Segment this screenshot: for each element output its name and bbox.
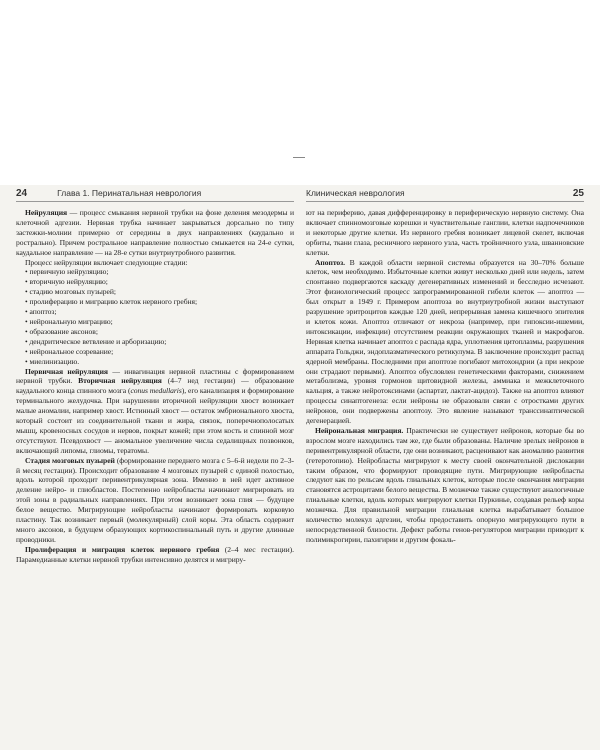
right-page-text — [306, 208, 584, 545]
list-item: • миелинизацию. — [25, 357, 294, 367]
list-item: • нейрональную миграцию; — [25, 317, 294, 327]
vesicles-text: (формирование переднего мозга с 5–6-й недели по 2–3-й месяц гестации). Происходит образование 4 мозговых пузырей с единой полостью, вдоль которой проходит перивентрикулярная зона. Именно в ней идет активное деление нейро- и глиобластов. Постепенно нейробласты начинают мигрировать из этой зоны в радиальных направлениях. При этом возникает зона глия — будущее белое вещество. Мигрирующие нейробласты начинают формировать корковую пластину. Так возникает первый (молекулярный) слой коры. Эта область содержит много аксонов, в будущем образующих кортикоспинальный путь и другие длинные проводники. — [16, 455, 295, 544]
neural-crest-continuation: ют на периферию, давая дифференцировку в периферическую нервную систему. Она включает спинномозговые корешки и чувствительные ганглии, клетки надпочечников и некоторые другие клетки. Из нервного гребня возникает лицевой скелет, включая орбиты, ткани глаза, ресничного нервного узла, часть тройничного узла, шванновские клетки. — [306, 208, 584, 257]
right-page — [306, 188, 584, 545]
term-primary-neurulation: Первичная нейруляция — [25, 366, 108, 376]
secondary-text: (4–7 нед гестации) — образование каудального конца спинного мозга ( — [16, 376, 295, 396]
running-head-right: Клиническая неврология — [306, 188, 405, 198]
neurulation-text: — процесс смыкания нервной трубки на фоне деления мезодермы и клеточной адгезии. Нервная трубка начинает закрываться дорсально по типу застежки-молнии примерно от середины в двух направлениях (каудально и рострально). Причем ростральное направление полностью смыкается на 24-е сутки, каудальное направление — на 28-е сутки внутриутробного развития. — [16, 208, 294, 257]
list-item: • стадию мозговых пузырей; — [25, 287, 294, 297]
migration-text: Практически не существует нейронов, которые бы во взрослом мозге находились там же, где были образованы. Наличие зрелых нейронов в перивентрикулярной области, где они возникают, расценивают как аномалию развития (гетеротопию). Нейробласты мигрируют к месту своей окончательной дислокации таким образом, что формируют проводящие пути. Мигрирующие нейробласты следуют как по рельсам вдоль глиальных клеток, которые после окончания миграции становятся астроцитами белого вещества. В мозжечке также существуют аналогичные глиальные клетки, вдоль которых мигрируют клетки Пуркинье, создавая рельеф коры мозжечка. Для правильной миграции глиальная клетка вырабатывает большое количество молекул адгезии, чтобы предоставить опорную мигрирующего пути в непосредственной близости. Дефект работы генов-регуляторов миграции приводит к полимикрогирии, пахигирии и другим фокаль- — [306, 425, 584, 544]
list-item: • апоптоз; — [25, 307, 294, 317]
list-item: • первичную нейруляцию; — [25, 267, 294, 277]
term-neural-crest: Пролиферация и миграция клеток нервного гребня — [25, 544, 220, 554]
term-vesicles: Стадия мозговых пузырей — [25, 455, 115, 465]
stages-list — [16, 267, 294, 366]
list-item: • пролиферацию и миграцию клеток нервного гребня; — [25, 297, 294, 307]
primary-text: — инвагинация нервной пластины с формированием нервной трубки. — [16, 366, 294, 386]
neural-crest-text: (2–4 мес гестации). Парамедианные клетки нервной трубки интенсивно делятся и мигриру- — [16, 544, 294, 564]
page-number-right: 25 — [572, 188, 584, 199]
list-item: • вторичную нейруляцию; — [25, 277, 294, 287]
list-item: • нейрональное созревание; — [25, 347, 294, 357]
term-neurulation: Нейруляция — [25, 208, 68, 217]
gutter-mark — [293, 157, 305, 158]
right-page-header — [306, 188, 584, 202]
list-item: • дендритическое ветвление и арборизацию; — [25, 337, 294, 347]
term-apoptosis: Апоптоз. — [315, 257, 346, 267]
term-neuronal-migration: Нейрональная миграция. — [315, 425, 404, 435]
term-secondary-neurulation: Вторичная нейруляция — [78, 376, 162, 386]
list-item: • образование аксонов; — [25, 327, 294, 337]
left-page — [16, 188, 294, 565]
apoptosis-text: В каждой области нервной системы образуется на 30–70% больше клеток, чем необходимо. Избыточные клетки живут несколько дней или недель, затем спонтанно подвергаются каскаду дегенеративных изменений и бесследно исчезают. Этот физиологический процесс запрограммированной гибели клеток — апоптоз — был открыт в 1949 г. Примером апоптоза во внутриутробной жизни выступают разрушение эритроцитов каждые 120 дней, непрерывная замена кишечного эпителия и клеток кожи. Апоптоз отличают от некроза (например, при гипоксии-ишемии, интоксикации, инфекции) отсутствием реакции окружающих тканей и макрофагов. Нервная клетка начинает апоптоз с распада ядра, уплотнения цитоплазмы, разрушения аппарата Гольджи, эндоплазматического ретикулума. В заключение происходит распад ядерной мембраны. Последними при апоптозе погибают митохондрии (а при некрозе они страдают первыми). Апоптоз обусловлен генетическими факторами, снижением метаболизма, уровня гормонов щитовидной железы, аммиака и межклеточного кальция, а также нейротоксинами (аспартат, лактат-ацидоз). Также на апоптоз влияют процессы синаптогенеза: если нейроны не образовали связи с отростками других нейронов, они подвержены апоптозу. Это явление называют транссинаптической дегенерацией. — [306, 257, 584, 426]
stages-intro: Процесс нейруляции включает следующие стадии: — [25, 257, 188, 267]
latin-term: conus medullaris — [130, 386, 182, 396]
left-page-text — [16, 208, 294, 565]
left-page-header — [16, 188, 294, 202]
secondary-text-cont: ), его канализация и формирование терминального желудочка. При нарушении вторичной нейруляции хвост возникает малые аномалии, например хвост. Истинный хвост — остаток эмбрионального хвоста, который состоит из соединительной ткани и жира, связок, поперечнополосатых мышц, кровеносных сосудов и нервов, покрыт кожей; при этом кость и спинной мозг отсутствуют. Псевдохвост — аномальное увеличение числа седалищных позвонков, включающий липомы, глиомы, тератомы. — [16, 386, 294, 455]
running-head-left: Глава 1. Перинатальная неврология — [57, 188, 202, 198]
page-number-left: 24 — [16, 188, 28, 199]
